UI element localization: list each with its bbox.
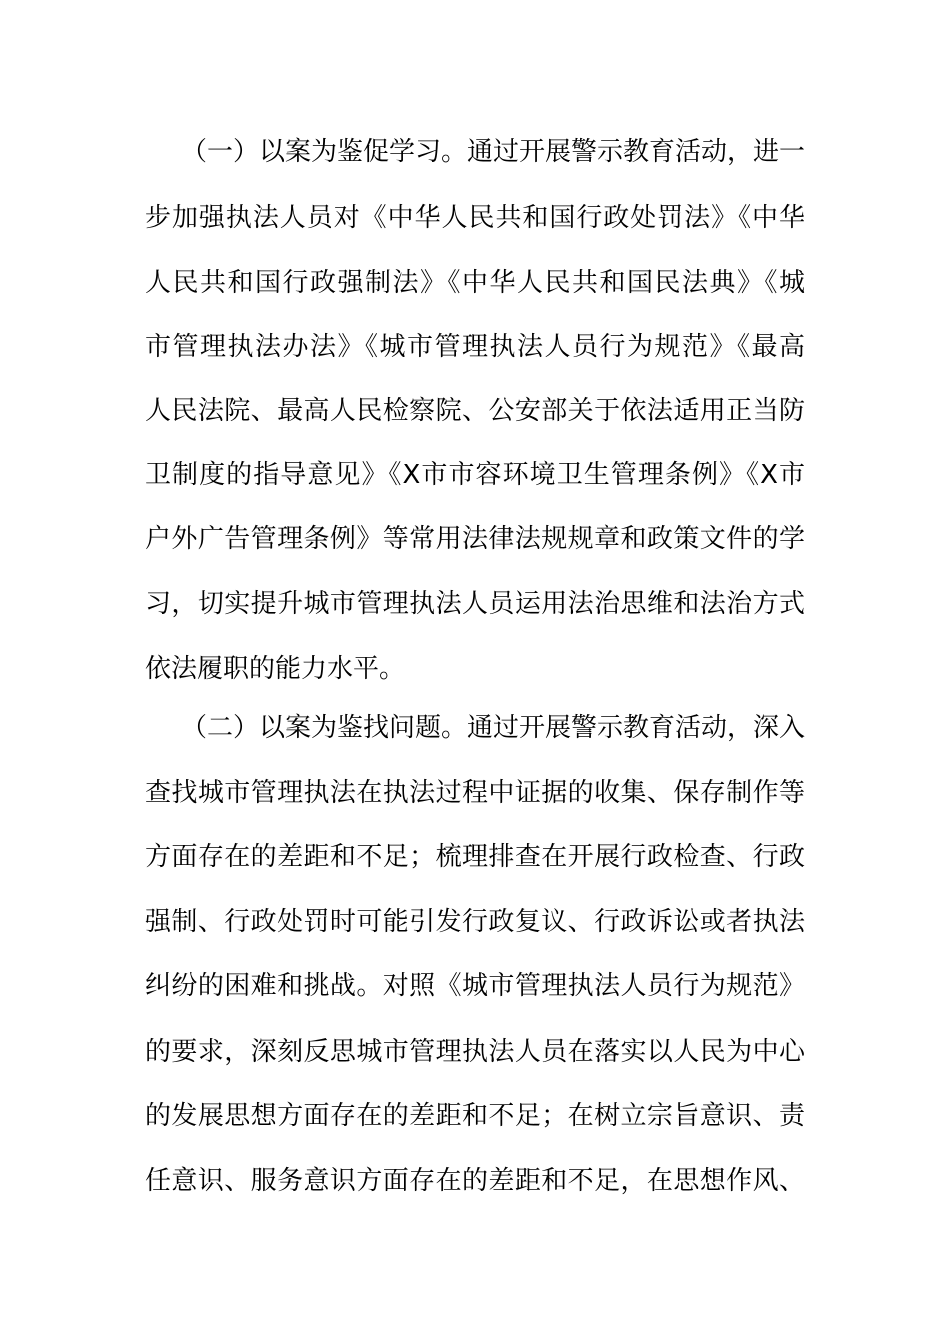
paragraph-1-line-3: 人民共和国行政强制法》《中华人民共和国民法典》《城 <box>145 268 805 298</box>
paragraph-2-line-1: （二）以案为鉴找问题。通过开展警示教育活动，深入 <box>181 713 806 743</box>
paragraph-2-line-4: 强制、行政处罚时可能引发行政复议、行政诉讼或者执法 <box>145 907 805 937</box>
paragraph-2-line-6: 的要求，深刻反思城市管理执法人员在落实以人民为中心 <box>145 1037 805 1067</box>
paragraph-1-line-6: 卫制度的指导意见》《X市市容环境卫生管理条例》《X市 <box>145 460 805 490</box>
paragraph-1-line-2: 步加强执法人员对《中华人民共和国行政处罚法》《中华 <box>145 203 805 233</box>
paragraph-2-line-3: 方面存在的差距和不足；梳理排查在开展行政检查、行政 <box>145 842 805 872</box>
paragraph-2-line-8: 任意识、服务意识方面存在的差距和不足，在思想作风、 <box>145 1166 805 1196</box>
paragraph-1-line-8: 习，切实提升城市管理执法人员运用法治思维和法治方式 <box>145 589 805 619</box>
paragraph-2-line-7: 的发展思想方面存在的差距和不足；在树立宗旨意识、责 <box>145 1101 805 1131</box>
paragraph-2-line-2: 查找城市管理执法在执法过程中证据的收集、保存制作等 <box>145 778 805 808</box>
paragraph-1-line-1: （一）以案为鉴促学习。通过开展警示教育活动，进一 <box>181 137 806 167</box>
paragraph-1-line-4: 市管理执法办法》《城市管理执法人员行为规范》《最高 <box>145 332 805 362</box>
paragraph-1-line-5: 人民法院、最高人民检察院、公安部关于依法适用正当防 <box>145 396 805 426</box>
paragraph-1-line-7: 户外广告管理条例》等常用法律法规规章和政策文件的学 <box>145 524 805 554</box>
paragraph-2-line-5: 纠纷的困难和挑战。对照《城市管理执法人员行为规范》 <box>145 971 805 1001</box>
paragraph-1-line-9: 依法履职的能力水平。 <box>145 654 406 684</box>
